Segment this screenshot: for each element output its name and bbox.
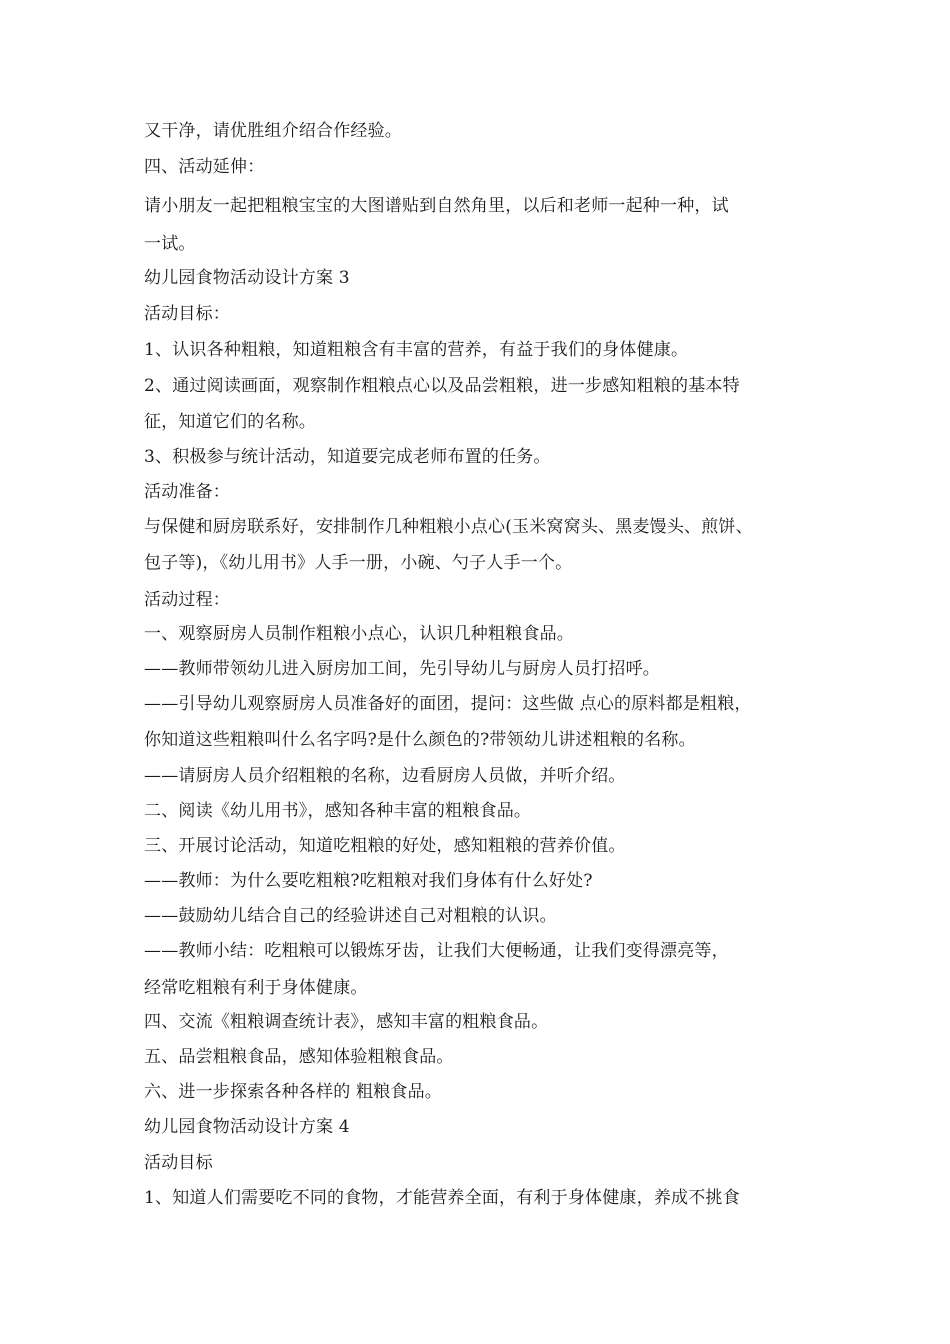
- text-line: 一、观察厨房人员制作粗粮小点心，认识几种粗粮食品。: [144, 624, 574, 644]
- text-line: 请小朋友一起把粗粮宝宝的大图谱贴到自然角里，以后和老师一起种一种，试: [144, 196, 729, 216]
- plan-title: 幼儿园食物活动设计方案 4: [144, 1117, 350, 1137]
- plan-title: 幼儿园食物活动设计方案 3: [144, 268, 350, 288]
- text-line: 五、品尝粗粮食品，感知体验粗粮食品。: [144, 1047, 454, 1067]
- text-line: ——请厨房人员介绍粗粮的名称，边看厨房人员做，并听介绍。: [144, 766, 626, 786]
- section-heading: 活动目标: [144, 1153, 213, 1173]
- text-line: 经常吃粗粮有利于身体健康。: [144, 978, 368, 998]
- text-line: 四、交流《粗粮调查统计表》，感知丰富的粗粮食品。: [144, 1012, 549, 1032]
- text-line: 一试。: [144, 234, 196, 254]
- text-line: 1、知道人们需要吃不同的食物，才能营养全面，有利于身体健康，养成不挑食: [144, 1188, 740, 1208]
- text-line: 与保健和厨房联系好，安排制作几种粗粮小点心(玉米窝窝头、黑麦馒头、煎饼、: [144, 517, 753, 537]
- text-line: 三、开展讨论活动，知道吃粗粮的好处，感知粗粮的营养价值。: [144, 836, 626, 856]
- text-line: 你知道这些粗粮叫什么名字吗?是什么颜色的?带领幼儿讲述粗粮的名称。: [144, 730, 696, 750]
- text-line: 又干净，请优胜组介绍合作经验。: [144, 121, 402, 141]
- text-line: 包子等)，《幼儿用书》人手一册，小碗、勺子人手一个。: [144, 553, 573, 573]
- text-line: ——教师带领幼儿进入厨房加工间，先引导幼儿与厨房人员打招呼。: [144, 659, 660, 679]
- section-heading: 四、活动延伸：: [144, 157, 265, 177]
- text-line: 2、通过阅读画面，观察制作粗粮点心以及品尝粗粮，进一步感知粗粮的基本特: [144, 376, 740, 396]
- text-line: 六、进一步探索各种各样的 粗粮食品。: [144, 1082, 443, 1102]
- section-heading: 活动过程：: [144, 590, 230, 610]
- text-line: 1、认识各种粗粮，知道粗粮含有丰富的营养，有益于我们的身体健康。: [144, 340, 689, 360]
- text-line: 3、积极参与统计活动，知道要完成老师布置的任务。: [144, 447, 551, 467]
- text-line: ——鼓励幼儿结合自己的经验讲述自己对粗粮的认识。: [144, 906, 557, 926]
- section-heading: 活动准备：: [144, 482, 230, 502]
- text-line: ——引导幼儿观察厨房人员准备好的面团，提问：这些做 点心的原料都是粗粮，: [144, 694, 752, 714]
- section-heading: 活动目标：: [144, 304, 230, 324]
- text-line: 二、阅读《幼儿用书》，感知各种丰富的粗粮食品。: [144, 801, 532, 821]
- text-line: ——教师：为什么要吃粗粮?吃粗粮对我们身体有什么好处?: [144, 871, 593, 891]
- text-line: ——教师小结：吃粗粮可以锻炼牙齿，让我们大便畅通，让我们变得漂亮等，: [144, 941, 729, 961]
- text-line: 征，知道它们的名称。: [144, 412, 316, 432]
